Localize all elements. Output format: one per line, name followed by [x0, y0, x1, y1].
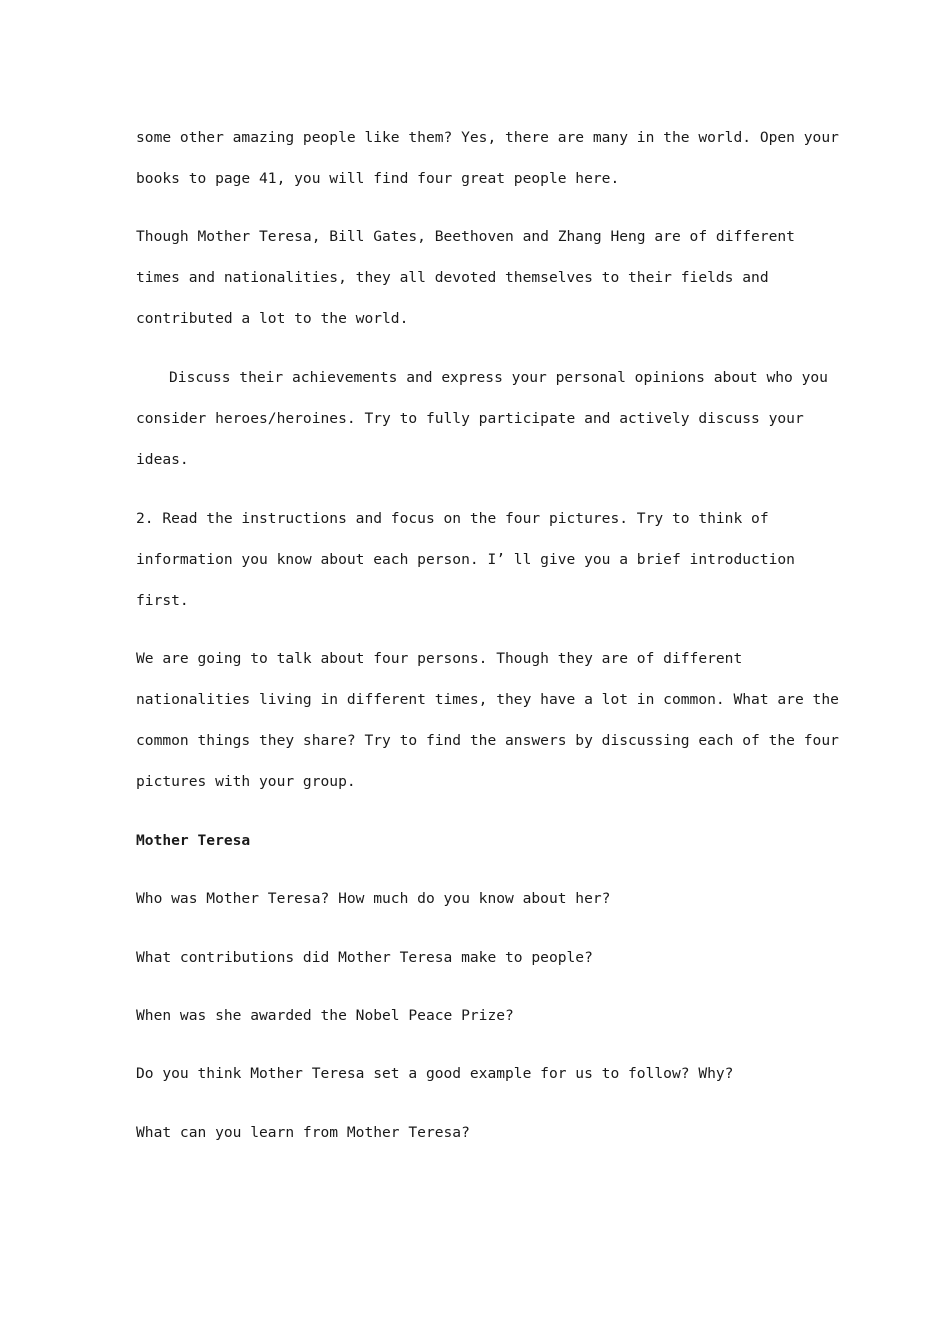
question-text: What can you learn from Mother Teresa?	[136, 1124, 470, 1141]
paragraph-line: times and nationalities, they all devoted themselves to their fields and	[136, 269, 769, 286]
paragraph-intro	[136, 117, 839, 199]
paragraph-line: information you know about each person. I’ ll give you a brief introduction	[136, 551, 795, 568]
paragraph-line: common things they share? Try to find the answers by discussing each of the four	[136, 732, 839, 749]
paragraph-common-things	[136, 638, 839, 802]
paragraph-line: some other amazing people like them? Yes, there are many in the world. Open your	[136, 129, 839, 146]
paragraph-line: nationalities living in different times, they have a lot in common. What are the	[136, 691, 839, 708]
paragraph-line: consider heroes/heroines. Try to fully participate and actively discuss your	[136, 410, 804, 427]
paragraph-line: books to page 41, you will find four great people here.	[136, 170, 620, 187]
question-text: When was she awarded the Nobel Peace Prize?	[136, 1007, 514, 1024]
question-text: What contributions did Mother Teresa make to people?	[136, 949, 593, 966]
paragraph-line: Discuss their achievements and express your personal opinions about who you	[169, 369, 828, 386]
question-text: Do you think Mother Teresa set a good example for us to follow? Why?	[136, 1065, 734, 1082]
paragraph-instructions	[136, 498, 816, 621]
question-item	[136, 937, 816, 978]
paragraph-line: contributed a lot to the world.	[136, 310, 409, 327]
paragraph-line: Though Mother Teresa, Bill Gates, Beethoven and Zhang Heng are of different	[136, 228, 795, 245]
question-item	[136, 1112, 816, 1153]
section-heading-text: Mother Teresa	[136, 832, 251, 849]
paragraph-line: We are going to talk about four persons. Though they are of different	[136, 650, 743, 667]
section-heading	[136, 820, 816, 861]
question-item	[136, 1053, 816, 1094]
paragraph-line: ideas.	[136, 451, 189, 468]
question-text: Who was Mother Teresa? How much do you know about her?	[136, 890, 611, 907]
paragraph-line: pictures with your group.	[136, 773, 356, 790]
question-item	[136, 995, 816, 1036]
question-item	[136, 878, 816, 919]
paragraph-line: 2. Read the instructions and focus on the four pictures. Try to think of	[136, 510, 769, 527]
paragraph-line: first.	[136, 592, 189, 609]
paragraph-four-people	[136, 216, 816, 339]
paragraph-discuss	[136, 357, 828, 480]
